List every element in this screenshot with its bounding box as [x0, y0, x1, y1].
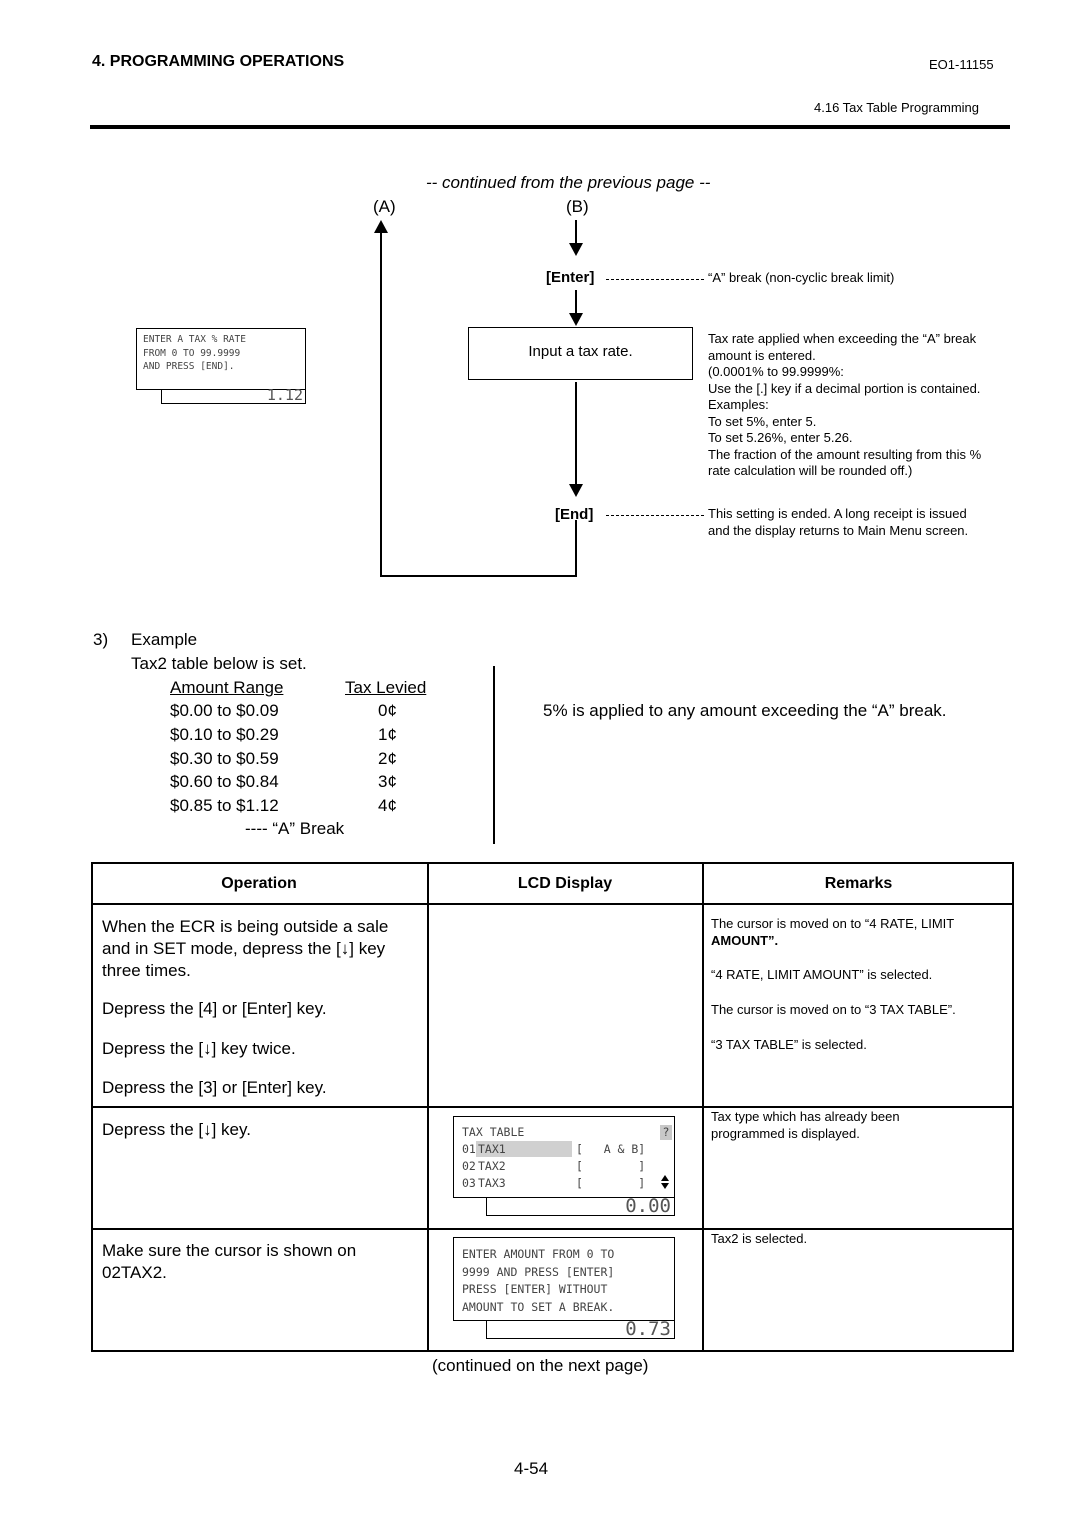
header-lcd-display: LCD Display	[517, 875, 613, 892]
operation-text: Depress the [4] or [Enter] key.	[102, 999, 327, 1018]
lcd-row-name: TAX3	[478, 1176, 506, 1190]
enter-note: “A” break (non-cyclic break limit)	[708, 270, 895, 285]
table-row-rule	[91, 1228, 1014, 1230]
lcd-row-name: TAX2	[478, 1159, 506, 1173]
lcd-title: TAX TABLE	[462, 1125, 525, 1139]
remark-text: The cursor is moved on to “4 RATE, LIMIT AMOUNT”.	[711, 916, 955, 948]
remark-text: The cursor is moved on to “3 TAX TABLE”.	[711, 1002, 956, 1017]
flow-line-3	[575, 382, 577, 485]
lcd-row-bracket: [ ]	[576, 1176, 646, 1190]
col-tax-levied: Tax Levied	[345, 678, 427, 697]
a-break-label: ---- “A” Break	[245, 819, 345, 838]
lcd-row-code: 01	[462, 1142, 476, 1156]
remark-text: Tax type which has already been programmed is displayed.	[711, 1109, 900, 1141]
remark-text: “3 TAX TABLE” is selected.	[711, 1037, 867, 1052]
remark-text: Tax2 is selected.	[711, 1231, 808, 1246]
lcd-row-code: 02	[462, 1159, 476, 1173]
lcd-row-code: 03	[462, 1176, 476, 1190]
section-title: 4. PROGRAMMING OPERATIONS	[92, 53, 345, 70]
levied-cell: 3¢	[378, 772, 397, 791]
remark-text: “4 RATE, LIMIT AMOUNT” is selected.	[711, 967, 933, 982]
flow-line-2	[575, 290, 577, 314]
lcd-row-name-highlighted: TAX1	[476, 1141, 572, 1157]
range-cell: $0.00 to $0.09	[170, 701, 279, 720]
header-remarks: Remarks	[824, 875, 893, 892]
header-rule	[90, 125, 1010, 129]
lcd-value: 0.00	[625, 1195, 671, 1217]
range-cell: $0.60 to $0.84	[170, 772, 279, 791]
lcd-message: ENTER AMOUNT FROM 0 TO 9999 AND PRESS [ENTER] PRESS [ENTER] WITHOUT AMOUNT TO SET A BREAK.	[462, 1247, 615, 1314]
loop-line-bottom	[380, 575, 577, 577]
lcd-value-tab	[486, 1318, 675, 1340]
lcd-value-tab: 1.12	[161, 390, 306, 404]
page-number: 4-54	[514, 1459, 549, 1478]
example-subtitle: Tax2 table below is set.	[131, 654, 307, 673]
dash-leader	[606, 279, 704, 280]
lcd-row-bracket: [ ]	[576, 1159, 646, 1173]
end-key-label: [End]	[555, 506, 594, 523]
lcd-display-tax-rate: ENTER A TAX % RATE FROM 0 TO 99.9999 AND PRESS [END].	[136, 328, 306, 390]
continued-from-note: -- continued from the previous page --	[426, 173, 711, 192]
lcd-question-mark: ?	[660, 1125, 672, 1140]
flow-line-1	[575, 220, 577, 244]
operation-text: When the ECR is being outside a sale and in SET mode, depress the [↓] key three times.	[102, 917, 389, 980]
levied-cell: 0¢	[378, 701, 397, 720]
arrow-down-icon	[569, 484, 583, 497]
subsection-title: 4.16 Tax Table Programming	[814, 100, 980, 115]
loop-line-right	[575, 520, 577, 577]
lcd-value: 0.73	[625, 1318, 671, 1340]
enter-key-label: [Enter]	[546, 269, 595, 286]
operation-text: Make sure the cursor is shown on 02TAX2.	[102, 1241, 357, 1282]
scroll-down-icon	[661, 1183, 669, 1189]
example-side-note: 5% is applied to any amount exceeding the “A” break.	[543, 701, 947, 720]
example-divider	[493, 666, 495, 844]
loop-line-left	[380, 232, 382, 576]
operation-text: Depress the [↓] key.	[102, 1120, 251, 1139]
input-tax-rate-box: Input a tax rate.	[468, 327, 693, 380]
levied-cell: 2¢	[378, 749, 397, 768]
range-cell: $0.30 to $0.59	[170, 749, 279, 768]
label-b: (B)	[566, 197, 589, 216]
label-a: (A)	[373, 197, 396, 216]
dash-leader	[606, 515, 704, 516]
header-operation: Operation	[221, 875, 297, 892]
levied-cell: 1¢	[378, 725, 397, 744]
example-number: 3)	[93, 630, 109, 649]
arrow-down-icon	[569, 243, 583, 256]
arrow-down-icon	[569, 313, 583, 326]
range-cell: $0.10 to $0.29	[170, 725, 279, 744]
lcd-value-tab	[486, 1195, 675, 1217]
range-cell: $0.85 to $1.12	[170, 796, 279, 815]
continued-next-note: (continued on the next page)	[432, 1356, 649, 1375]
operation-text: Depress the [3] or [Enter] key.	[102, 1078, 327, 1097]
col-amount-range: Amount Range	[170, 678, 284, 697]
example-title: Example	[131, 630, 198, 649]
lcd-row-bracket: [ A & B]	[576, 1142, 646, 1156]
operation-text: Depress the [↓] key twice.	[102, 1039, 296, 1058]
end-note: This setting is ended. A long receipt is issued and the display returns to Main Menu screen.	[708, 506, 969, 538]
scroll-up-icon	[661, 1175, 669, 1181]
document-code: EO1-11155	[929, 57, 994, 72]
levied-cell: 4¢	[378, 796, 397, 815]
table-header-rule	[91, 903, 1014, 905]
rate-note: Tax rate applied when exceeding the “A” break amount is entered. (0.0001% to 99.9999%: Use the [.] key if a decimal portion is contained. Examples: To set 5%, enter 5. To set 5.26%, enter 5.26. The fraction of the amount resulting from this % rate calculation will be rounded off.)	[708, 331, 982, 478]
